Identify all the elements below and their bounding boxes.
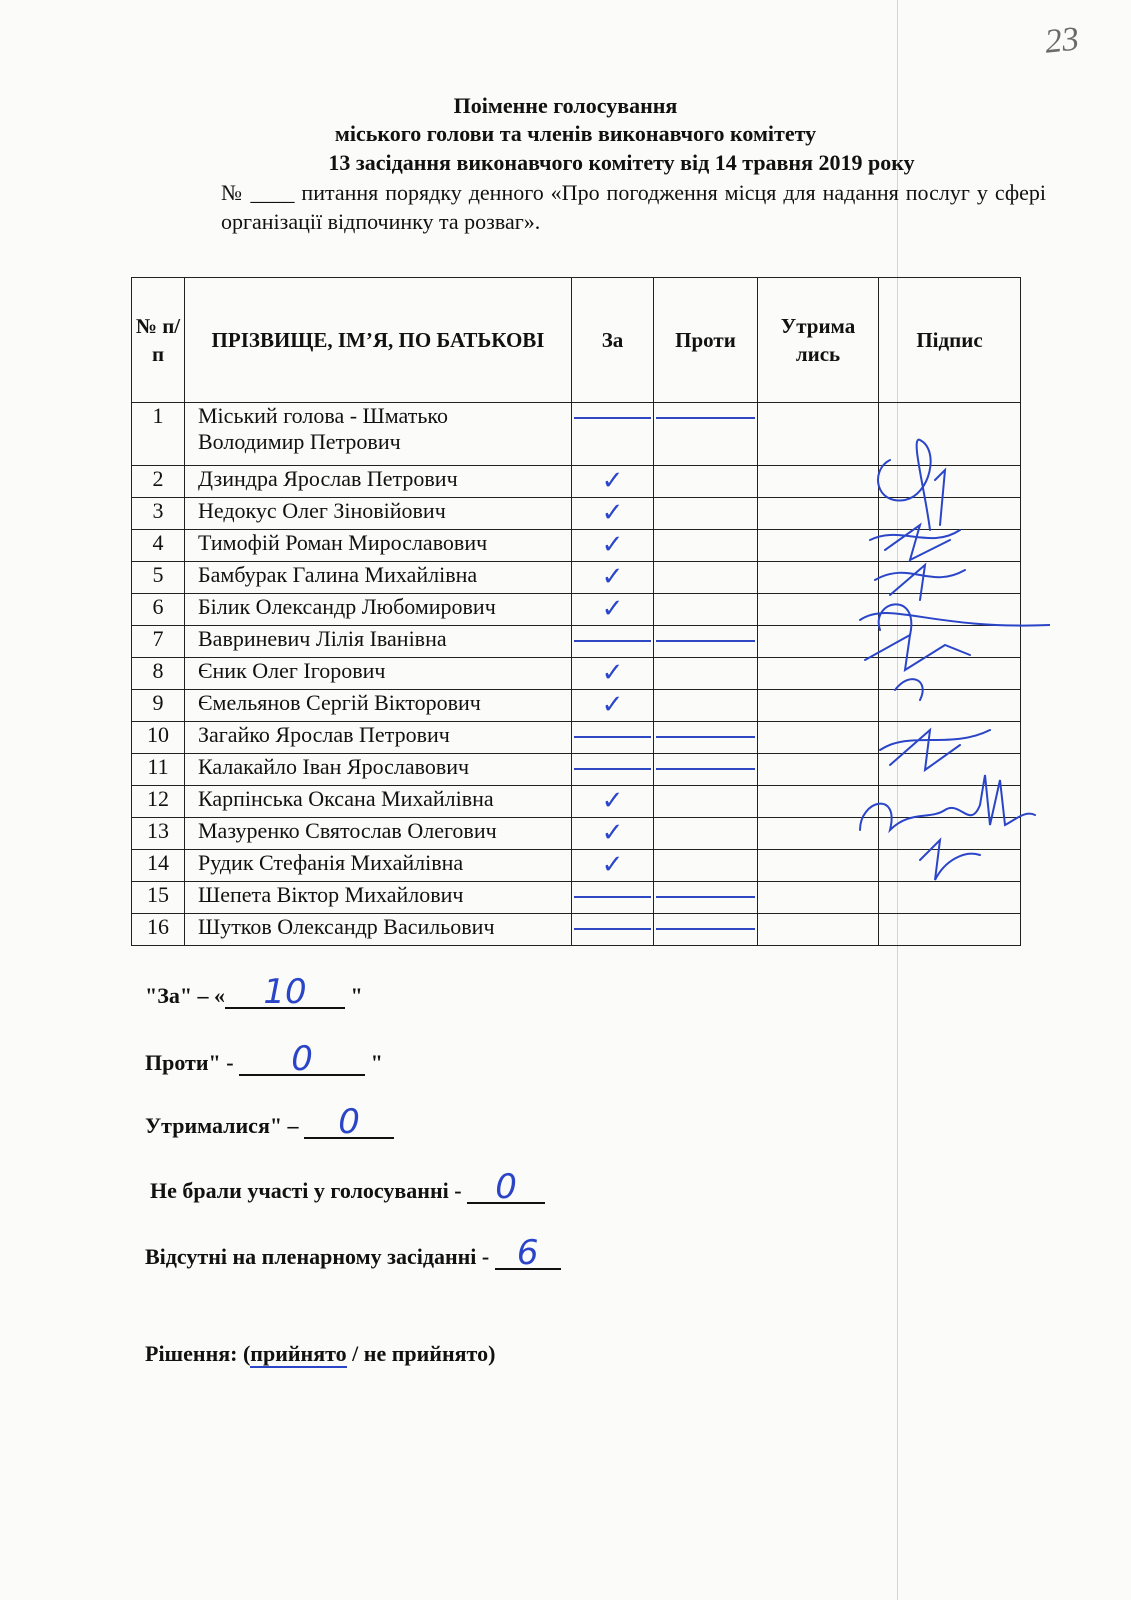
check-mark: ✓ [601, 594, 624, 624]
tally-absent-label: Відсутні на пленарному засіданні - [145, 1244, 490, 1269]
row-for [572, 498, 654, 530]
signature-stroke [880, 730, 990, 770]
row-name: Тимофій Роман Мирославович [185, 530, 572, 562]
row-name: Рудик Стефанія Михайлівна [185, 850, 572, 882]
row-num: 16 [132, 914, 185, 946]
row-against [654, 722, 758, 754]
blank-dash [574, 768, 651, 770]
row-against [654, 594, 758, 626]
row-for [572, 594, 654, 626]
row-against [654, 882, 758, 914]
row-num: 8 [132, 658, 185, 690]
row-for [572, 562, 654, 594]
row-name: Єник Олег Ігорович [185, 658, 572, 690]
row-for [572, 403, 654, 466]
row-name: Карпінська Оксана Михайлівна [185, 786, 572, 818]
row-for [572, 882, 654, 914]
row-name: Загайко Ярослав Петрович [185, 722, 572, 754]
signature-stroke [920, 840, 980, 880]
tally-for-value: 10 [225, 977, 345, 1009]
row-against [654, 530, 758, 562]
tally-against-label: Проти" - [145, 1050, 234, 1075]
tally-absent [145, 1233, 561, 1273]
row-for [572, 530, 654, 562]
col-header-signature: Підпис [879, 278, 1021, 403]
signature-stroke [865, 635, 970, 700]
decision-open: ( [242, 1341, 251, 1366]
row-for [572, 466, 654, 498]
signature-stroke [878, 440, 945, 530]
tally-abstain [145, 1102, 394, 1142]
col-header-name: ПРІЗВИЩЕ, ІМ’Я, ПО БАТЬКОВІ [185, 278, 572, 403]
doc-subtitle: міського голови та членів виконавчого комітету [334, 121, 817, 146]
row-against [654, 562, 758, 594]
decision-label: Рішення: [145, 1341, 238, 1366]
row-against [654, 403, 758, 466]
decision-rest: / не прийнято) [346, 1341, 496, 1366]
row-name: Мазуренко Святослав Олегович [185, 818, 572, 850]
row-signature [879, 914, 1021, 946]
row-num: 2 [132, 466, 185, 498]
table-row [132, 914, 1021, 946]
row-name: Ємельянов Сергій Вікторович [185, 690, 572, 722]
row-for [572, 754, 654, 786]
row-num: 13 [132, 818, 185, 850]
blank-dash [574, 640, 651, 642]
tally-against-value: 0 [239, 1044, 365, 1076]
check-mark: ✓ [601, 530, 624, 560]
row-for [572, 658, 654, 690]
check-mark: ✓ [601, 466, 624, 496]
col-header-num: № п/п [132, 278, 185, 403]
blank-dash [574, 736, 651, 738]
check-mark: ✓ [601, 498, 624, 528]
blank-dash [656, 640, 755, 642]
row-for [572, 914, 654, 946]
signature-stroke [870, 525, 960, 560]
row-num: 4 [132, 530, 185, 562]
row-against [654, 786, 758, 818]
tally-absent-value: 6 [495, 1238, 561, 1270]
tally-against-suffix: " [370, 1050, 383, 1075]
check-mark: ✓ [601, 562, 624, 592]
tally-not-voting-value: 0 [467, 1172, 545, 1204]
check-mark: ✓ [601, 690, 624, 720]
row-for [572, 818, 654, 850]
tally-abstain-label: Утрималися" – [145, 1113, 299, 1138]
row-against [654, 690, 758, 722]
row-name: Шутков Олександр Васильович [185, 914, 572, 946]
tally-for-suffix: " [350, 983, 363, 1008]
tally-for [145, 972, 363, 1012]
row-for [572, 786, 654, 818]
row-num: 7 [132, 626, 185, 658]
decision-accepted: прийнято [250, 1341, 347, 1366]
row-against [654, 626, 758, 658]
row-num: 1 [132, 403, 185, 466]
meeting-line: 13 засідання виконавчого комітету від 14 травня 2019 року [328, 150, 915, 175]
row-num: 9 [132, 690, 185, 722]
signature-stroke [860, 604, 1050, 635]
row-name: Калакайло Іван Ярославович [185, 754, 572, 786]
row-against [654, 850, 758, 882]
row-name: Дзиндра Ярослав Петрович [185, 466, 572, 498]
check-mark: ✓ [601, 786, 624, 816]
row-name: Білик Олександр Любомирович [185, 594, 572, 626]
row-for [572, 722, 654, 754]
blank-dash [656, 768, 755, 770]
row-name [185, 403, 572, 466]
row-name: Бамбурак Галина Михайлівна [185, 562, 572, 594]
col-header-for: За [572, 278, 654, 403]
row-num: 3 [132, 498, 185, 530]
row-for [572, 626, 654, 658]
col-header-abstain: Утрима лись [758, 278, 879, 403]
row-num: 14 [132, 850, 185, 882]
row-abstain [758, 914, 879, 946]
doc-title: Поіменне голосування [453, 93, 678, 118]
blank-dash [574, 896, 651, 898]
check-mark: ✓ [601, 818, 624, 848]
row-num: 12 [132, 786, 185, 818]
row-name-line2: Володимир Петрович [198, 429, 401, 454]
row-against [654, 498, 758, 530]
row-num: 15 [132, 882, 185, 914]
row-num: 5 [132, 562, 185, 594]
blank-dash [656, 417, 755, 419]
page-number: 23 [1043, 20, 1081, 61]
signature-stroke [875, 565, 965, 600]
tally-not-voting [150, 1167, 545, 1207]
blank-dash [656, 928, 755, 930]
row-against [654, 754, 758, 786]
blank-dash [656, 896, 755, 898]
blank-dash [574, 417, 651, 419]
row-name: Недокус Олег Зіновійович [185, 498, 572, 530]
row-num: 6 [132, 594, 185, 626]
tally-for-label: "За" – « [145, 983, 226, 1008]
handwritten-signatures [850, 430, 1050, 910]
row-against [654, 914, 758, 946]
decision-line [145, 1341, 495, 1367]
tally-abstain-value: 0 [304, 1107, 394, 1139]
row-name-line1: Міський голова - Шматько [198, 403, 448, 428]
col-header-against: Проти [654, 278, 758, 403]
row-num: 10 [132, 722, 185, 754]
row-against [654, 818, 758, 850]
tally-not-voting-label: Не брали участі у голосуванні - [150, 1178, 462, 1203]
table-header-row [132, 278, 1021, 403]
check-mark: ✓ [601, 850, 624, 880]
check-mark: ✓ [601, 658, 624, 688]
row-against [654, 658, 758, 690]
row-against [654, 466, 758, 498]
agenda-question: № ____ питання порядку денного «Про погодження місця для надання послуг у сфері організації відпочинку та розваг». [221, 180, 1046, 234]
tally-against [145, 1039, 383, 1079]
row-name: Шепета Віктор Михайлович [185, 882, 572, 914]
row-num: 11 [132, 754, 185, 786]
signature-stroke [860, 775, 1035, 830]
row-for [572, 690, 654, 722]
blank-dash [656, 736, 755, 738]
row-name: Вавриневич Лілія Іванівна [185, 626, 572, 658]
blank-dash [574, 928, 651, 930]
row-for [572, 850, 654, 882]
